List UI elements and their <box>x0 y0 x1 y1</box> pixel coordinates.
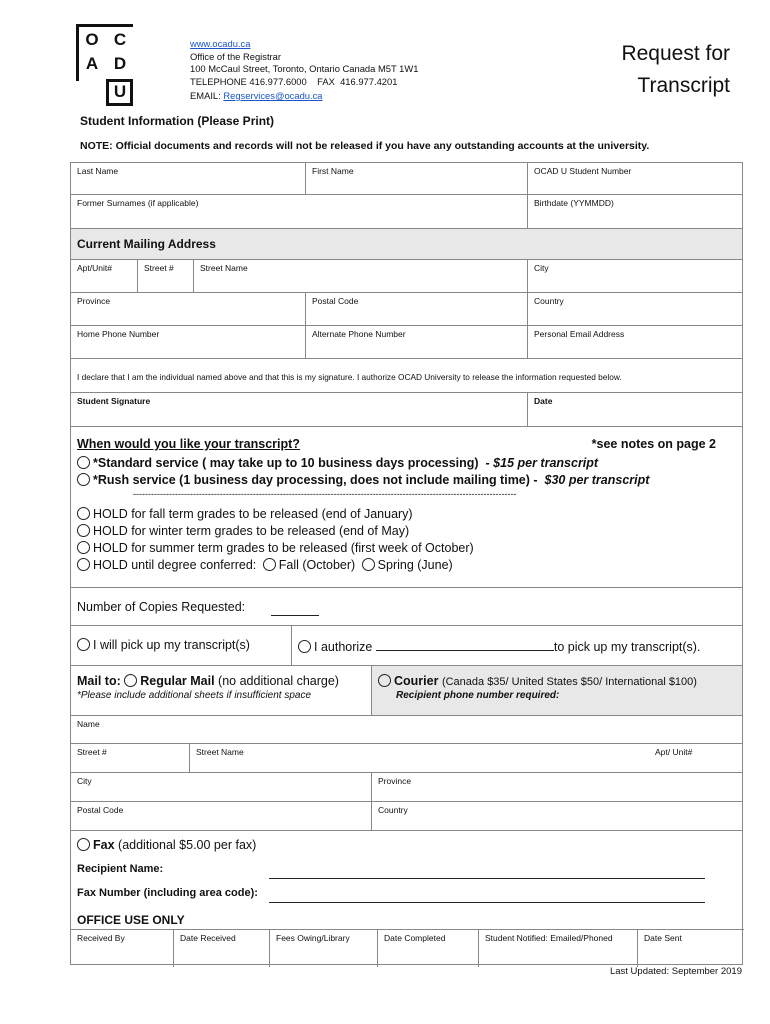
registrar-header <box>190 38 418 103</box>
mailing-heading: Current Mailing Address <box>77 237 216 251</box>
hold-degree-label: HOLD until degree conferred: <box>93 558 257 572</box>
office-name: Office of the Registrar <box>190 50 282 62</box>
mail-city-label: City <box>77 776 92 786</box>
mail-postal-label: Postal Code <box>77 805 124 815</box>
province-label: Province <box>77 296 111 306</box>
signature-date-field[interactable] <box>527 393 744 426</box>
alt-phone-label: Alternate Phone Number <box>312 329 406 339</box>
student-notified-label: Student Notified: Emailed/Phoned <box>485 933 613 943</box>
mail-postal-field[interactable] <box>71 802 371 830</box>
mail-street-name-label: Street Name <box>196 747 244 757</box>
declaration-row <box>70 358 743 392</box>
authorize-option[interactable] <box>291 626 744 665</box>
street-name-label: Street Name <box>200 263 248 273</box>
declaration-text: I declare that I am the individual named above and that this is my signature. I authorize OCAD University to release the information requested below. <box>77 372 622 382</box>
records-note: NOTE: Official documents and records will not be released if you have any outstanding accounts at the university. <box>80 140 650 152</box>
country-field[interactable] <box>527 293 744 325</box>
recipient-name-label: Recipient Name: <box>77 863 164 875</box>
fax-office-section <box>70 830 743 965</box>
copies-row <box>70 587 743 625</box>
home-phone-label: Home Phone Number <box>77 329 160 339</box>
title-line-1: Request for <box>621 42 730 65</box>
mail-street-number-label: Street # <box>77 747 107 757</box>
fees-owing-label: Fees Owing/Library <box>276 933 350 943</box>
mail-street-number-field[interactable] <box>71 744 189 772</box>
rush-label: *Rush service (1 business day processing, does not include mailing time) - <box>93 473 538 487</box>
hold-winter-label: HOLD for winter term grades to be released (end of May) <box>93 524 410 538</box>
self-pickup-option[interactable] <box>71 626 291 665</box>
birthdate-field[interactable] <box>527 195 744 228</box>
authorize-label: I authorize <box>314 640 373 654</box>
standard-price: - $15 per transcript <box>485 456 599 470</box>
country-label: Country <box>534 296 564 306</box>
standard-option[interactable] <box>77 456 598 470</box>
apt-field[interactable] <box>71 260 137 292</box>
mail-street-row <box>70 743 743 772</box>
section-divider: -------------------------------------------------------------------------------------------------------------------------------- <box>133 489 517 499</box>
courier-note: (Canada $35/ United States $50/ International $100) <box>441 676 697 688</box>
birthdate-label: Birthdate (YYMMDD) <box>534 198 614 208</box>
authorize-radio[interactable] <box>298 640 311 653</box>
copies-label: Number of Copies Requested: <box>77 600 246 614</box>
last-name-label: Last Name <box>77 166 119 176</box>
fees-owing-field[interactable] <box>269 930 377 967</box>
alt-phone-field[interactable] <box>305 326 527 358</box>
mail-province-label: Province <box>378 776 412 786</box>
mail-country-field[interactable] <box>371 802 744 830</box>
email-label: EMAIL: <box>190 90 221 101</box>
student-number-field[interactable] <box>527 163 744 194</box>
mail-name-row <box>70 715 743 743</box>
spring-radio[interactable] <box>362 558 375 571</box>
copies-input[interactable] <box>271 600 319 616</box>
mail-apt-label: Apt/ Unit# <box>655 747 693 757</box>
last-updated: Last Updated: September 2019 <box>609 966 742 977</box>
city-field[interactable] <box>527 260 744 292</box>
postal-code-field[interactable] <box>305 293 527 325</box>
street-number-label: Street # <box>144 263 174 273</box>
date-received-label: Date Received <box>180 933 236 943</box>
street-number-field[interactable] <box>137 260 193 292</box>
street-name-field[interactable] <box>193 260 527 292</box>
postal-code-label: Postal Code <box>312 296 359 306</box>
rush-radio[interactable] <box>77 473 90 486</box>
office-address: 100 McCaul Street, Toronto, Ontario Canada M5T 1W1 <box>190 63 419 74</box>
mail-street-name-field[interactable] <box>189 744 744 772</box>
name-row <box>70 162 743 194</box>
hold-winter-radio[interactable] <box>77 524 90 537</box>
date-sent-field[interactable] <box>637 930 744 967</box>
self-pickup-label: I will pick up my transcript(s) <box>93 638 250 652</box>
spring-label: Spring (June) <box>377 558 453 572</box>
hold-degree-radio[interactable] <box>77 558 90 571</box>
mail-to-row <box>70 665 743 715</box>
office-use-heading: OFFICE USE ONLY <box>77 913 185 927</box>
office-use-table <box>71 929 744 967</box>
mail-to-label: Mail to: <box>77 674 121 688</box>
signature-row <box>70 392 743 426</box>
mailing-heading-row <box>70 228 743 259</box>
address-row <box>70 259 743 292</box>
mail-city-row <box>70 772 743 801</box>
date-completed-label: Date Completed <box>384 933 446 943</box>
regular-mail-radio[interactable] <box>124 674 137 687</box>
hold-degree-option[interactable] <box>77 558 453 572</box>
fax-option[interactable] <box>77 838 256 852</box>
when-question: When would you like your transcript? <box>77 437 300 451</box>
date-sent-label: Date Sent <box>644 933 682 943</box>
when-section <box>70 426 743 587</box>
mail-country-label: Country <box>378 805 408 815</box>
date-received-field[interactable] <box>173 930 269 967</box>
additional-sheets-note: *Please include additional sheets if insufficient space <box>77 690 312 701</box>
standard-label: *Standard service ( may take up to 10 business days processing) <box>93 456 479 470</box>
first-name-field[interactable] <box>305 163 527 194</box>
last-name-field[interactable] <box>71 163 305 194</box>
student-number-label: OCAD U Student Number <box>534 166 632 176</box>
personal-email-field[interactable] <box>527 326 744 358</box>
ocad-logo <box>76 24 136 108</box>
fall-label: Fall (October) <box>278 558 356 572</box>
hold-winter-option[interactable] <box>77 524 409 538</box>
personal-email-label: Personal Email Address <box>534 329 625 339</box>
first-name-label: First Name <box>312 166 354 176</box>
logo-letter-d: D <box>113 54 127 73</box>
email-link[interactable]: Regservices@ocadu.ca <box>223 90 323 101</box>
signature-field[interactable] <box>71 393 527 426</box>
hold-summer-option[interactable] <box>77 541 474 555</box>
fall-radio[interactable] <box>263 558 276 571</box>
regular-mail-label: Regular Mail <box>140 674 215 688</box>
authorized-person-input[interactable] <box>376 638 554 651</box>
date-completed-field[interactable] <box>377 930 478 967</box>
signature-label: Student Signature <box>77 396 151 406</box>
hold-summer-radio[interactable] <box>77 541 90 554</box>
recipient-name-input[interactable] <box>269 865 705 879</box>
pickup-row <box>70 625 743 665</box>
former-row <box>70 194 743 228</box>
website-link[interactable]: www.ocadu.ca <box>190 38 251 49</box>
former-surnames-field[interactable] <box>71 195 527 228</box>
fax-note: (additional $5.00 per fax) <box>118 838 257 852</box>
courier-option[interactable] <box>371 666 744 715</box>
phone-row <box>70 325 743 358</box>
see-notes: *see notes on page 2 <box>591 437 716 451</box>
hold-summer-label: HOLD for summer term grades to be released (first week of October) <box>93 541 474 555</box>
hold-fall-option[interactable] <box>77 507 413 521</box>
city-label: City <box>534 263 549 273</box>
logo-letter-o: O <box>85 30 99 49</box>
home-phone-field[interactable] <box>71 326 305 358</box>
mail-name-field[interactable] <box>71 716 744 743</box>
province-row <box>70 292 743 325</box>
former-surnames-label: Former Surnames (if applicable) <box>77 198 199 208</box>
mail-province-field[interactable] <box>371 773 744 801</box>
transcript-form <box>70 162 743 962</box>
regular-mail-note: (no additional charge) <box>218 674 339 688</box>
logo-letter-u: U <box>113 82 127 101</box>
courier-label: Courier <box>394 674 439 688</box>
title-line-2: Transcript <box>637 74 730 97</box>
standard-radio[interactable] <box>77 456 90 469</box>
fax-number-label: Fax Number (including area code): <box>77 887 258 899</box>
regular-mail-option[interactable] <box>71 666 371 715</box>
self-pickup-radio[interactable] <box>77 638 90 651</box>
authorize-tail: to pick up my transcript(s). <box>553 640 701 654</box>
received-by-label: Received By <box>77 933 125 943</box>
email-line <box>190 90 418 103</box>
rush-price: $30 per transcript <box>544 473 650 487</box>
logo-letter-c: C <box>113 30 127 49</box>
fax-label: Fax <box>93 838 115 852</box>
fax-radio[interactable] <box>77 838 90 851</box>
recipient-phone-note: Recipient phone number required: <box>396 690 560 701</box>
mail-postal-row <box>70 801 743 830</box>
mail-city-field[interactable] <box>71 773 371 801</box>
fax-number-input[interactable] <box>269 889 705 903</box>
province-field[interactable] <box>71 293 305 325</box>
hold-fall-label: HOLD for fall term grades to be released (end of January) <box>93 507 413 521</box>
signature-date-label: Date <box>534 396 553 406</box>
student-info-heading: Student Information (Please Print) <box>80 114 275 128</box>
courier-radio[interactable] <box>378 674 391 687</box>
student-notified-field[interactable] <box>478 930 637 967</box>
logo-letter-a: A <box>85 54 99 73</box>
received-by-field[interactable] <box>71 930 173 967</box>
apt-label: Apt/Unit# <box>77 263 112 273</box>
page-title <box>570 38 730 102</box>
office-phone: TELEPHONE 416.977.6000 FAX 416.977.4201 <box>190 75 398 87</box>
hold-fall-radio[interactable] <box>77 507 90 520</box>
mail-name-label: Name <box>77 719 100 729</box>
rush-option[interactable] <box>77 473 649 487</box>
